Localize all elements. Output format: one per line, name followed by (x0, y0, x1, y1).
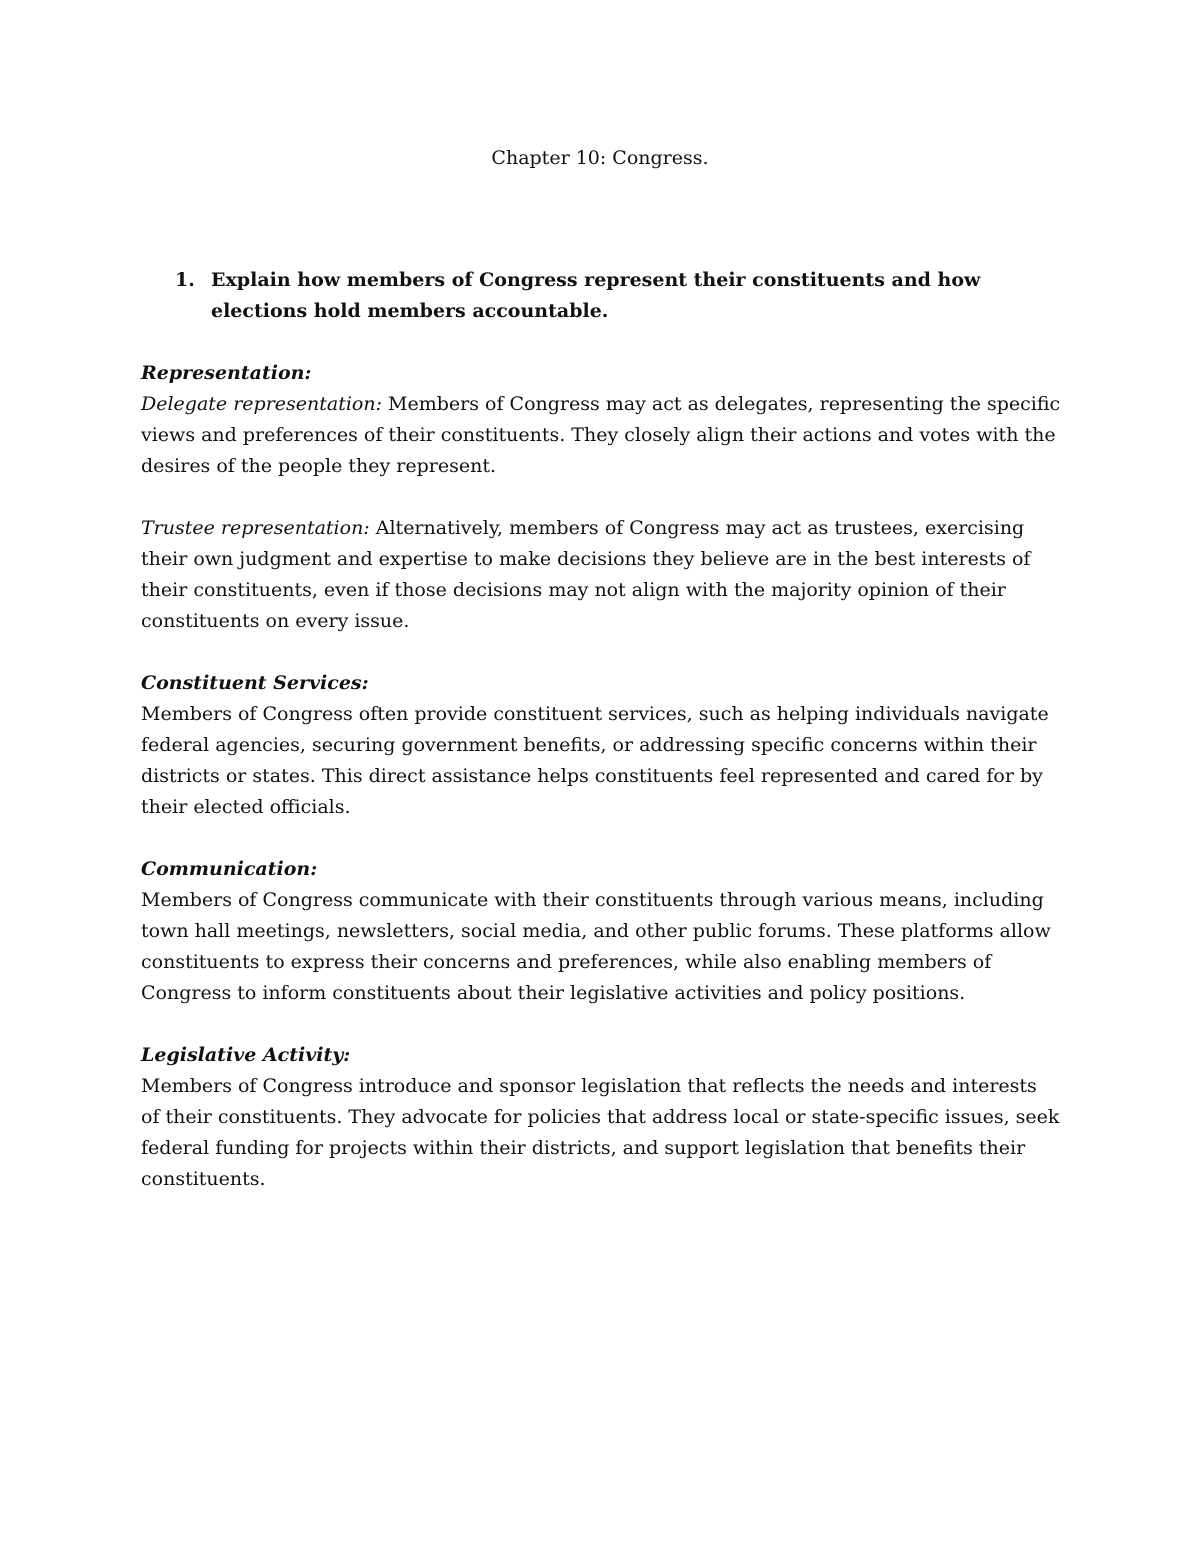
communication-heading: Communication: (141, 858, 318, 880)
section-communication (141, 854, 1061, 1009)
legislative-activity-heading: Legislative Activity: (141, 1044, 351, 1066)
delegate-representation-text: Members of Congress may act as delegates, representing the specific views and preferences of their constituents. They closely align their actions and votes with the desires of the people they represent. (141, 393, 1061, 477)
question-item (141, 265, 1041, 327)
constituent-services-text: Members of Congress often provide constituent services, such as helping individuals navigate federal agencies, securing government benefits, or addressing specific concerns within their districts or states. This direct assistance helps constituents feel represented and cared for by their elected officials. (141, 703, 1049, 818)
section-representation (141, 358, 1061, 482)
section-trustee-representation (141, 513, 1061, 637)
question-text: Explain how members of Congress represent their constituents and how elections hold members accountable. (211, 269, 981, 322)
trustee-representation-label: Trustee representation: (141, 517, 370, 539)
constituent-services-heading: Constituent Services: (141, 672, 369, 694)
question-number: 1. (175, 269, 195, 291)
section-constituent-services (141, 668, 1061, 823)
trustee-representation-text: Alternatively, members of Congress may act as trustees, exercising their own judgment and expertise to make decisions they believe are in the best interests of their constituents, even if those decisions may not align with the majority opinion of their constituents on every issue. (141, 517, 1031, 632)
page-title: Chapter 10: Congress. (491, 147, 709, 169)
section-legislative-activity (141, 1040, 1061, 1195)
communication-text: Members of Congress communicate with their constituents through various means, including town hall meetings, newsletters, social media, and other public forums. These platforms allow constituents to express their concerns and preferences, while also enabling members of Congress to inform constituents about their legislative activities and policy positions. (141, 889, 1051, 1004)
representation-heading: Representation: (141, 362, 312, 384)
delegate-representation-label: Delegate representation: (141, 393, 383, 415)
legislative-activity-text: Members of Congress introduce and sponsor legislation that reflects the needs and interests of their constituents. They advocate for policies that address local or state-specific issues, seek federal funding for projects within their districts, and support legislation that benefits their constituents. (141, 1075, 1060, 1190)
